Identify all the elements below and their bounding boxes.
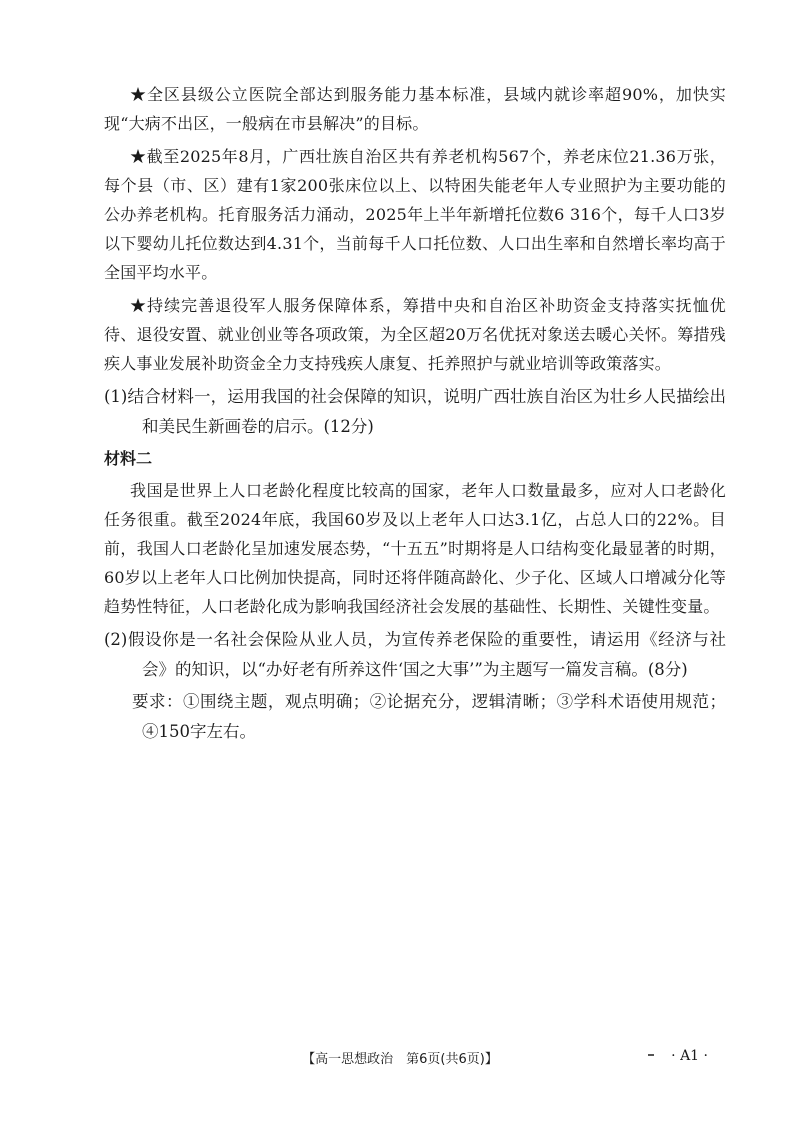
material2-text: 我国是世界上人口老龄化程度比较高的国家，老年人口数量最多，应对人口老龄化任务很重。截至2024年底，我国60岁及以上老年人口达3.1亿，占总人口的22%。目前，我国人口老龄化呈加速发展态势，“十五五”时期将是人口结构变化最显著的时期，60岁以上老年人口比例加快提高，同时还将伴随高龄化、少子化、区域人口增减分化等趋势性特征，人口老龄化成为影响我国经济社会发展的基础性、长期性、关键性变量。 — [104, 481, 726, 616]
material2-heading: 材料二 — [104, 449, 153, 468]
material1-item-2: ★截至2025年8月，广西壮族自治区共有养老机构567个，养老床位21.36万张，每个县（市、区）建有1家200张床位以上、以特困失能老年人专业照护为主要功能的公办养老机构。托育服务活力涌动，2025年上半年新增托位数6 316个，每千人口3岁以下婴幼儿托位数达到4.31个，当前每千人口托位数、人口出生率和自然增长率均高于全国平均水平。 — [104, 147, 726, 282]
footer-page-label: 【高一思想政治 第6页(共6页)】 — [302, 1052, 498, 1067]
footer-mark — [648, 1054, 654, 1056]
material1-item-1: ★全区县级公立医院全部达到服务能力基本标准，县域内就诊率超90%，加快实现“大病不出区，一般病在市县解决”的目标。 — [104, 85, 726, 133]
question-1: (1)结合材料一，运用我国的社会保障的知识，说明广西壮族自治区为壮乡人民描绘出和美民生新画卷的启示。(12分) — [104, 387, 726, 436]
question-2: (2)假设你是一名社会保险从业人员，为宣传养老保险的重要性，请运用《经济与社会》的知识，以“办好老有所养这件‘国之大事’”为主题写一篇发言稿。(8分) — [104, 630, 726, 679]
requirements: 要求：①围绕主题，观点明确；②论据充分，逻辑清晰；③学科术语使用规范；④150字左右。 — [132, 692, 726, 741]
page-footer — [0, 1048, 800, 1072]
page-content — [104, 80, 726, 747]
material1-item-3: ★持续完善退役军人服务保障体系，筹措中央和自治区补助资金支持落实抚恤优待、退役安置、就业创业等各项政策，为全区超20万名优抚对象送去暖心关怀。筹措残疾人事业发展补助资金全力支持残疾人康复、托养照护与就业培训等政策落实。 — [104, 296, 726, 373]
footer-code: · A1 · — [671, 1048, 708, 1064]
